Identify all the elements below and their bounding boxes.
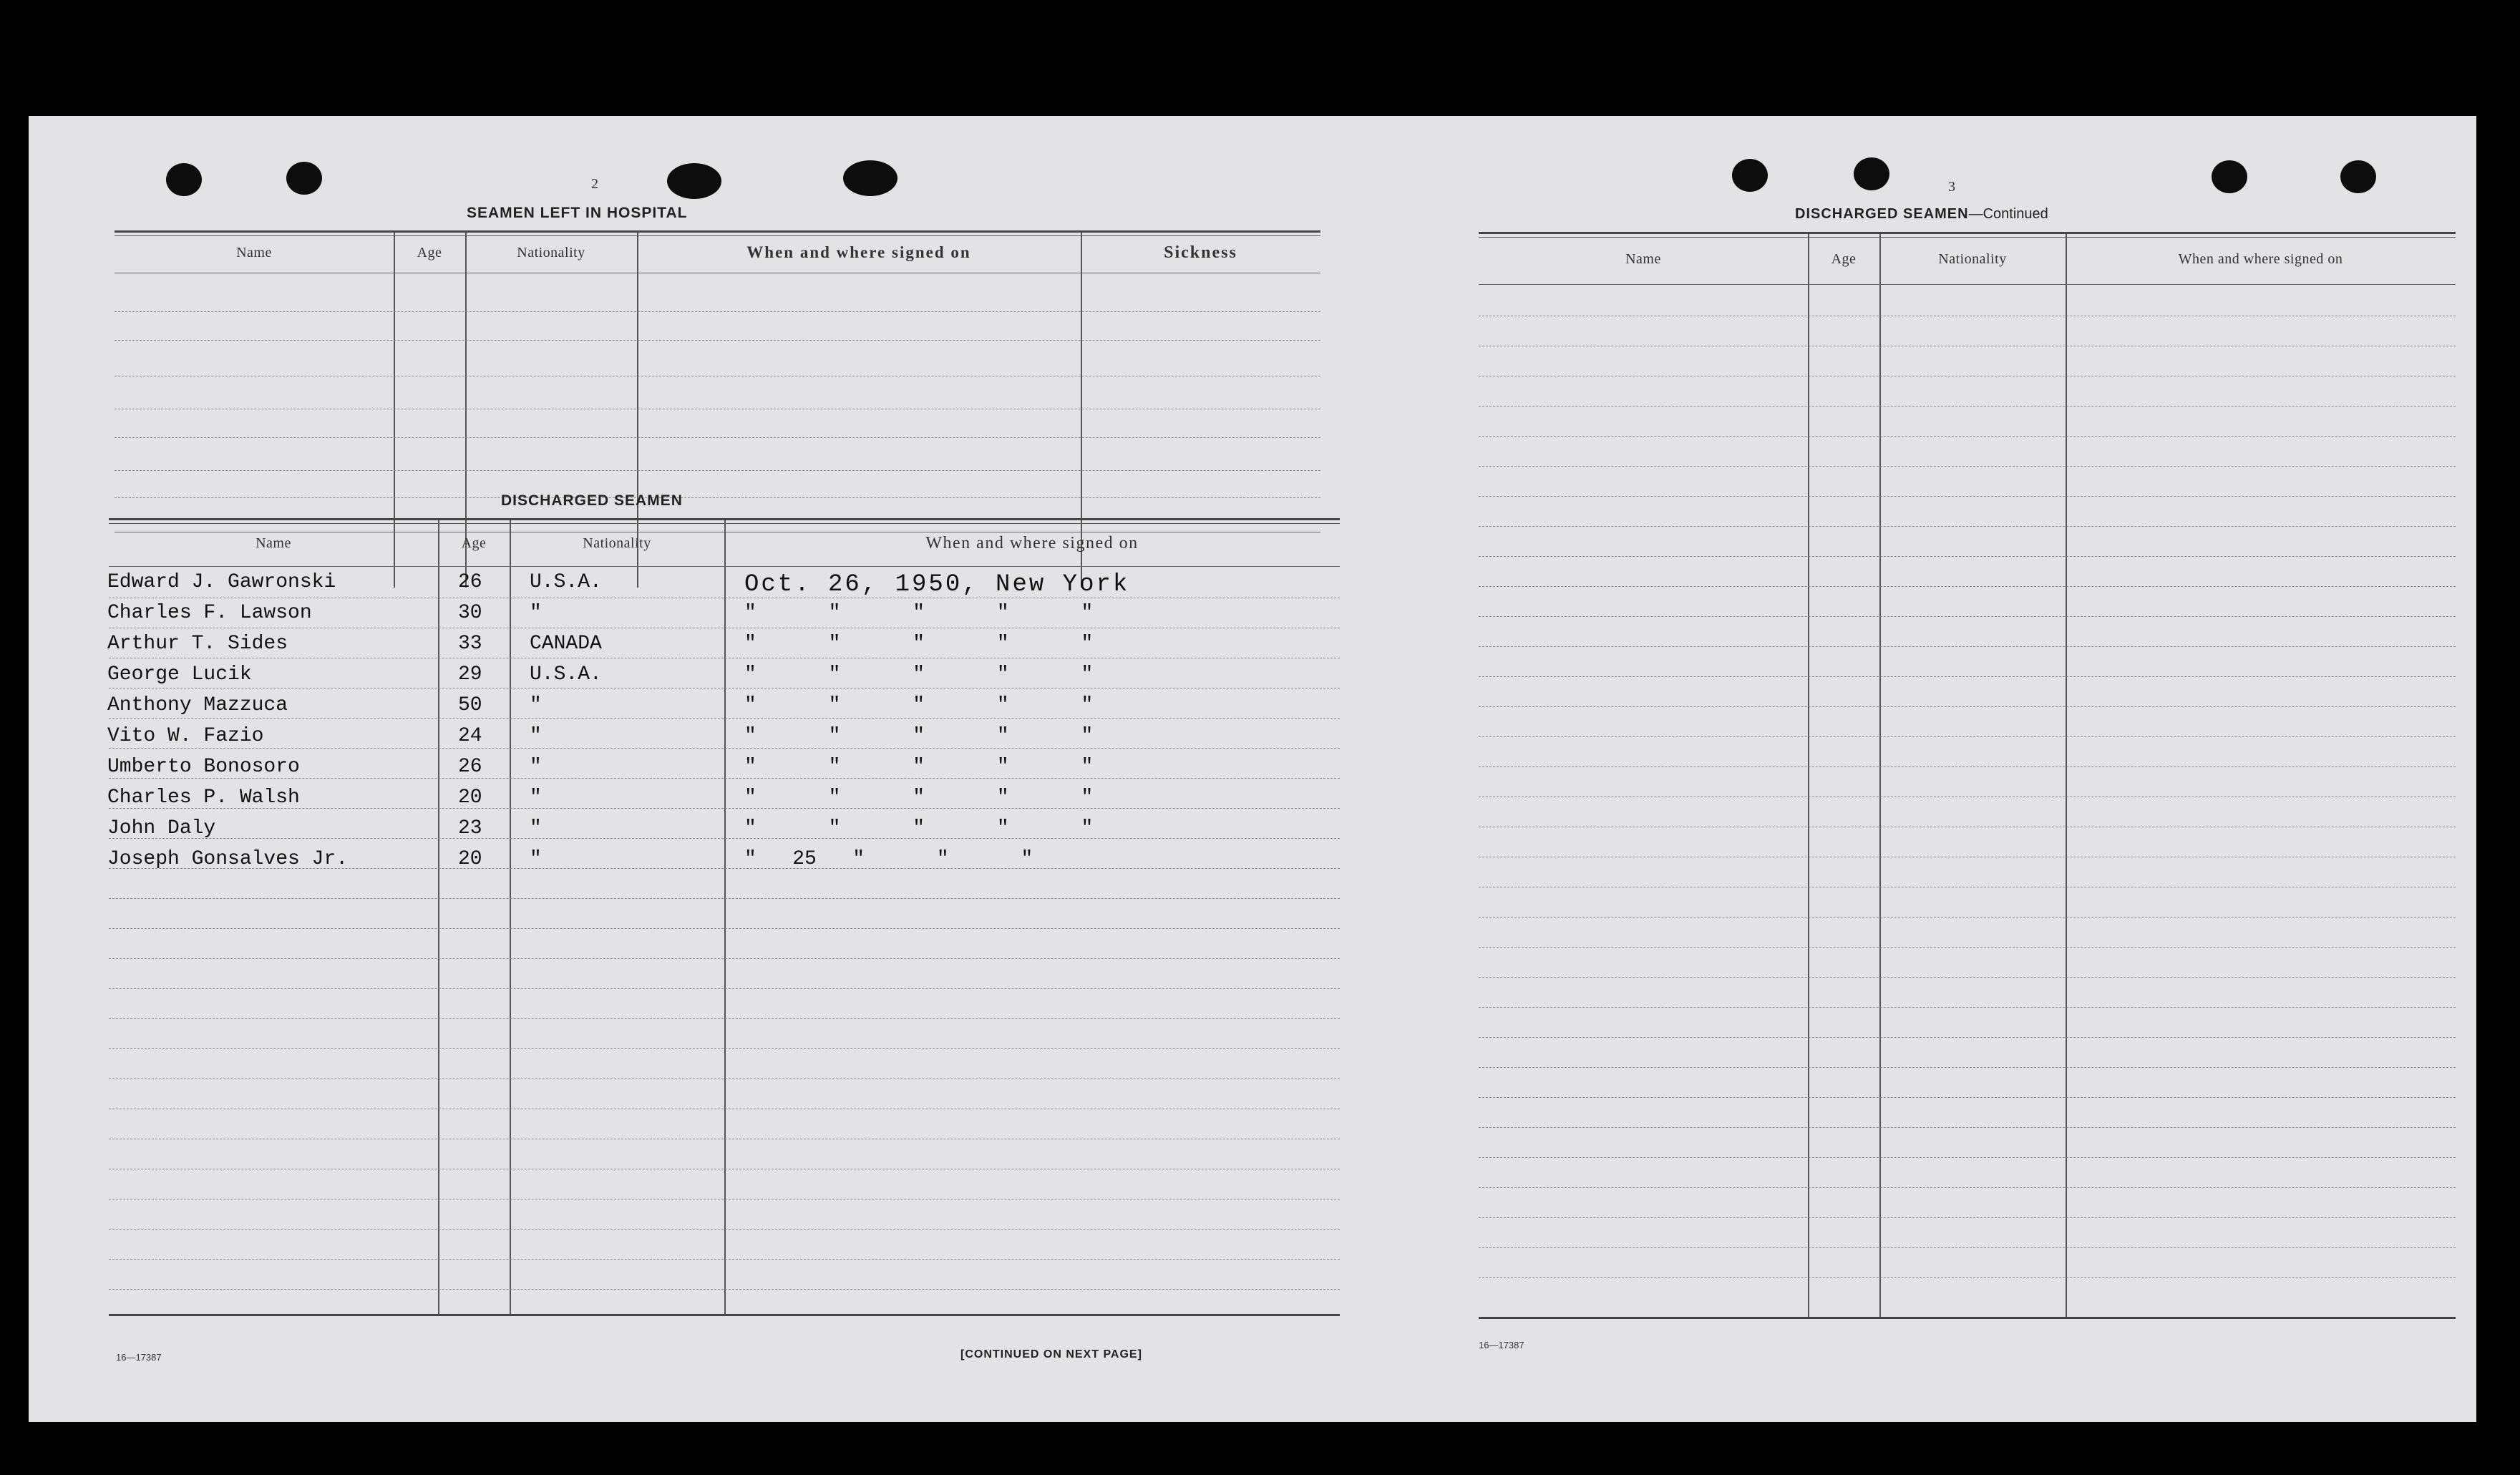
form-number-left: 16—17387 <box>116 1352 162 1363</box>
seaman-signed-on: " " " " " <box>744 663 1094 686</box>
seaman-nationality: " <box>530 787 542 809</box>
seaman-signed-on: " " " " " <box>744 756 1094 778</box>
discharged-header-nationality: Nationality <box>583 535 651 551</box>
seaman-age: 20 <box>458 848 482 870</box>
discharged-header-age: Age <box>461 535 487 551</box>
seaman-name: John Daly <box>107 817 216 839</box>
punch-hole <box>2212 160 2247 193</box>
punch-hole <box>166 163 202 196</box>
hospital-header-age: Age <box>417 244 442 261</box>
seaman-name: Charles F. Lawson <box>107 602 312 624</box>
right-section-title <box>1795 206 2048 223</box>
discharged-header-signed-on: When and where signed on <box>925 533 1139 552</box>
seaman-nationality: " <box>530 602 542 624</box>
seaman-signed-on: " 25 " " " <box>744 848 1033 870</box>
seaman-name: Vito W. Fazio <box>107 725 264 747</box>
seaman-age: 23 <box>458 817 482 839</box>
right-header-signed-on: When and where signed on <box>2178 250 2343 267</box>
seaman-nationality: U.S.A. <box>530 571 602 593</box>
punch-hole <box>843 160 897 196</box>
punch-hole <box>2340 160 2376 193</box>
seaman-signed-on: " " " " " <box>744 817 1094 839</box>
page-number-left: 2 <box>591 176 598 192</box>
seaman-name: George Lucik <box>107 663 252 686</box>
seaman-nationality: CANADA <box>530 633 602 655</box>
seaman-signed-on: " " " " " <box>744 725 1094 747</box>
seaman-name: Anthony Mazzuca <box>107 694 288 716</box>
discharged-header-name: Name <box>256 535 291 551</box>
page-number-right: 3 <box>1948 179 1955 195</box>
seaman-name: Arthur T. Sides <box>107 633 288 655</box>
continued-note: [CONTINUED ON NEXT PAGE] <box>960 1348 1142 1360</box>
seaman-nationality: " <box>530 848 542 870</box>
hospital-header-signed-on: When and where signed on <box>746 243 971 261</box>
seaman-nationality: " <box>530 756 542 778</box>
hospital-header-nationality: Nationality <box>517 244 585 261</box>
seaman-age: 24 <box>458 725 482 747</box>
right-header-nationality: Nationality <box>1938 250 2007 267</box>
punch-hole <box>667 163 721 199</box>
seaman-age: 26 <box>458 756 482 778</box>
seaman-signed-on: " " " " " <box>744 787 1094 809</box>
seaman-nationality: " <box>530 725 542 747</box>
seaman-age: 50 <box>458 694 482 716</box>
form-number-right: 16—17387 <box>1479 1340 1524 1350</box>
right-title-continued: —Continued <box>1968 206 2048 222</box>
hospital-header-name: Name <box>236 244 272 261</box>
seaman-nationality: " <box>530 694 542 716</box>
seaman-age: 26 <box>458 571 482 593</box>
seaman-signed-on: Oct. 26, 1950, New York <box>744 571 1130 598</box>
seaman-signed-on: " " " " " <box>744 633 1094 655</box>
seaman-name: Edward J. Gawronski <box>107 571 336 593</box>
seaman-name: Umberto Bonosoro <box>107 756 300 778</box>
punch-hole <box>1854 157 1889 190</box>
punch-hole <box>286 162 322 195</box>
seaman-nationality: " <box>530 817 542 839</box>
discharged-section-title: DISCHARGED SEAMEN <box>501 492 683 509</box>
seaman-signed-on: " " " " " <box>744 694 1094 716</box>
right-header-name: Name <box>1625 250 1661 267</box>
discharged-table-right <box>1479 232 2456 1319</box>
seaman-name: Charles P. Walsh <box>107 787 300 809</box>
seaman-name: Joseph Gonsalves Jr. <box>107 848 349 870</box>
seaman-signed-on: " " " " " <box>744 602 1094 624</box>
seaman-age: 20 <box>458 787 482 809</box>
hospital-header-sickness: Sickness <box>1164 243 1237 262</box>
document-sheet <box>29 116 2476 1422</box>
right-header-age: Age <box>1831 250 1857 267</box>
seaman-age: 33 <box>458 633 482 655</box>
seaman-age: 30 <box>458 602 482 624</box>
punch-hole <box>1732 159 1768 192</box>
seaman-nationality: U.S.A. <box>530 663 602 686</box>
right-title-main: DISCHARGED SEAMEN <box>1795 206 1969 222</box>
hospital-section-title: SEAMEN LEFT IN HOSPITAL <box>467 205 688 221</box>
discharged-table-left <box>109 518 1340 1316</box>
seaman-age: 29 <box>458 663 482 686</box>
